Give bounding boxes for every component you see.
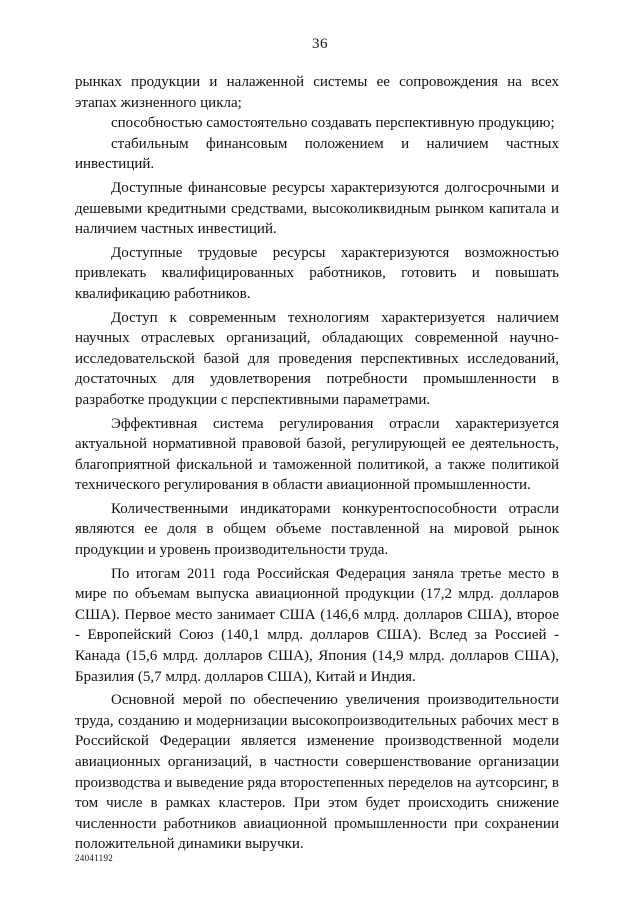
paragraph-productivity: Основной мерой по обеспечению увеличения производительности труда, созданию и модернизации высокопроизводительных рабочих мест в Российской Федерации является изменение производственной модели авиационных организаций, в частности совершенствование организации производства и выведение ряда второстепенных переделов на аутсорсинг, в том числе в рамках кластеров. При этом будет происходить снижение численности работников авиационной промышленности при сохранении положительной динамики выручки. (75, 692, 559, 853)
paragraph-financial-resources: Доступные финансовые ресурсы характеризуются долгосрочными и дешевыми кредитными средствами, высоколиквидным рынком капитала и наличием частных инвестиций. (75, 179, 559, 238)
list-item-capability: способностью самостоятельно создавать перспективную продукцию; (111, 115, 555, 132)
list-item-finance: стабильным финансовым положением и наличием частных инвестиций. (75, 135, 559, 173)
page-number: 36 (312, 36, 328, 52)
paragraph-technologies: Доступ к современным технологиям характеризуется наличием научных отраслевых организаций, обладающих современной научно-исследовательской базой для проведения перспективных исследований, достаточных для удовлетворения потребности промышленности в разработке продукции с перспективными параметрами. (75, 309, 559, 408)
document-body (75, 72, 559, 855)
paragraph-2011-results: По итогам 2011 года Российская Федерация заняла третье место в мире по объемам выпуска авиационной продукции (17,2 млрд. долларов США). Первое место занимает США (146,6 млрд. долларов США), второе - Европейский Союз (140,1 млрд. долларов США). Вслед за Россией - Канада (15,6 млрд. долларов США), Япония (14,9 млрд. долларов США), Бразилия (5,7 млрд. долларов США), Китай и Индия. (75, 565, 559, 685)
paragraph-labor-resources: Доступные трудовые ресурсы характеризуются возможностью привлекать квалифицированных работников, готовить и повышать квалификацию работников. (75, 244, 559, 302)
paragraph-regulation: Эффективная система регулирования отрасли характеризуется актуальной нормативной правовой базой, регулирующей ее деятельность, благоприятной фискальной и таможенной политикой, а также политикой технического регулирования в области авиационной промышленности. (75, 415, 559, 494)
paragraph-continuation: рынках продукции и налаженной системы ее сопровождения на всех этапах жизненного цикла; (75, 74, 559, 111)
paragraph-indicators: Количественными индикаторами конкурентоспособности отрасли являются ее доля в общем объеме поставленной на мировой рынок продукции и уровень производительности труда. (75, 500, 559, 559)
document-code: 24041192 (75, 853, 114, 863)
